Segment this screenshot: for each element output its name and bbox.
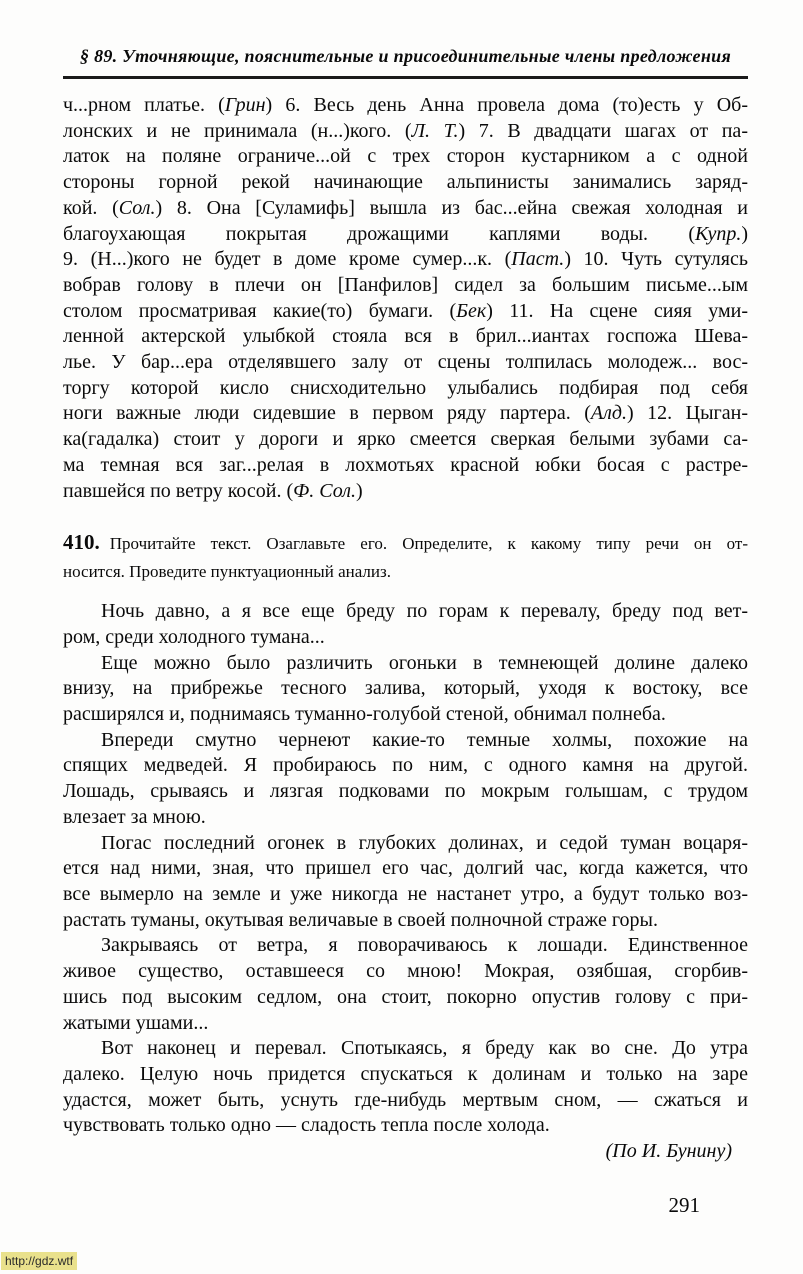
- text-line: стороны горной рекой начинающие альпинисты занимались заряд-: [63, 171, 748, 194]
- text-line: торгу которой кисло снисходительно улыбались подбирая под себя: [63, 376, 748, 399]
- paragraph: [63, 933, 748, 1036]
- text-line: ром, среди холодного тумана...: [63, 625, 325, 648]
- text-line: ма темная вся заг...релая в лохмотьях красной юбки босая с растре-: [63, 453, 748, 476]
- text-line: Впереди смутно чернеют какие-то темные холмы, похожие на: [101, 728, 748, 751]
- text-line: ч...рном платье. (Грин) 6. Весь день Анна провела дома (то)есть у Об-: [63, 94, 748, 116]
- text-line: Еще можно было различить огоньки в темнеющей долине далеко: [101, 651, 748, 674]
- page-number: 291: [668, 1192, 700, 1217]
- text-line: чувствовать только одно — сладость тепла после холода.: [63, 1114, 550, 1137]
- text-line: вобрав голову в плечи он [Панфилов] сидел за большим письме...ым: [63, 273, 748, 296]
- text-line: спящих медведей. Я пробираюсь по ним, с одного камня на другой.: [63, 754, 748, 777]
- paragraph: [63, 651, 748, 728]
- paragraph: [63, 728, 748, 831]
- text-line: Лошадь, срываясь и лязгая подковами по мокрым голышам, с трудом: [63, 780, 748, 803]
- exercise-409-continuation: [63, 93, 748, 504]
- text-line: лье. У бар...ера отделявшего залу от сцены толпилась молодеж... вос-: [63, 351, 748, 374]
- exercise-instruction-line: [63, 528, 748, 558]
- text-line: лонских и не принимала (н...)кого. (Л. Т.) 7. В двадцати шагах от па-: [63, 119, 748, 142]
- exercise-410-header: [63, 528, 748, 586]
- text-line: Закрываясь от ветра, я поворачиваюсь к лошади. Единственное: [101, 934, 748, 957]
- text-line: ленной актерской улыбкой стояла вся в брил...иантах госпожа Шева-: [63, 325, 748, 348]
- text-line: удастся, может быть, уснуть где-нибудь мертвым сном, — сжаться и: [63, 1088, 748, 1111]
- text-line: ноги важные люди сидевшие в первом ряду партера. (Алд.) 12. Цыган-: [63, 402, 748, 425]
- text-line: влезает за мною.: [63, 805, 206, 828]
- paragraph: [63, 599, 748, 650]
- text-line: ется над ними, зная, что пришел его час, долгий час, когда кажется, что: [63, 857, 748, 880]
- text-line: далеко. Целую ночь придется спускаться к долинам и только на заре: [63, 1062, 748, 1085]
- text-line: латок на поляне ограниче...ой с трех сторон кустарником а с одной: [63, 145, 748, 168]
- text-line: жатыми ушами...: [63, 1011, 209, 1034]
- text-line: кой. (Сол.) 8. Она [Суламифь] вышла из бас...ейна свежая холодная и: [63, 196, 748, 219]
- paragraph: [63, 1036, 748, 1139]
- text-line: внизу, на прибрежье тесного залива, который, уходя к востоку, все: [63, 677, 748, 700]
- text-line: благоухающая покрытая дрожащими каплями воды. (Купр.): [63, 222, 748, 245]
- reading-text: [63, 599, 748, 1139]
- text-line: расширялся и, поднимаясь туманно-голубой стеной, обнимал полнеба.: [63, 703, 666, 726]
- exercise-instruction-line: носится. Проведите пунктуационный анализ.: [63, 562, 391, 582]
- text-line: Ночь давно, а я все еще бреду по горам к перевалу, бреду под вет-: [101, 600, 748, 623]
- text-line: Вот наконец и перевал. Спотыкаясь, я бреду как во сне. До утра: [101, 1037, 748, 1060]
- text-line: столом просматривая какие(то) бумаги. (Бек) 11. На сцене сияя уми-: [63, 299, 748, 322]
- text-line: Погас последний огонек в глубоких долинах, и седой туман воцаря-: [101, 831, 748, 854]
- paragraph: [63, 831, 748, 934]
- text-line: все вымерло на земле и уже никогда не настанет утро, а будут только воз-: [63, 882, 748, 905]
- text-line: ка(гадалка) стоит у дороги и ярко смеется сверкая белыми зубами са-: [63, 428, 748, 451]
- text-attribution: (По И. Бунину): [605, 1140, 732, 1163]
- text-line: 9. (Н...)кого не будет в доме кроме сумер...к. (Паст.) 10. Чуть сутулясь: [63, 248, 748, 271]
- watermark-url: http://gdz.wtf: [1, 1252, 77, 1270]
- text-column: [63, 46, 748, 1218]
- text-line: павшейся по ветру косой. (Ф. Сол.): [63, 479, 363, 502]
- running-header: § 89. Уточняющие, пояснительные и присоединительные члены предложения: [79, 46, 732, 66]
- text-line: живое существо, оставшееся со мною! Мокрая, озябшая, сгорбив-: [63, 960, 748, 983]
- exercise-number: 410.: [63, 530, 100, 555]
- header-divider: [63, 76, 748, 79]
- text-line: шись под высоким седлом, она стоит, покорно опустив голову с при-: [63, 985, 748, 1008]
- text-line: растать туманы, окутывая величавые в своей полночной страже горы.: [63, 908, 658, 931]
- instruction-text: Прочитайте текст. Озаглавьте его. Определите, к какому типу речи он от-: [109, 534, 748, 554]
